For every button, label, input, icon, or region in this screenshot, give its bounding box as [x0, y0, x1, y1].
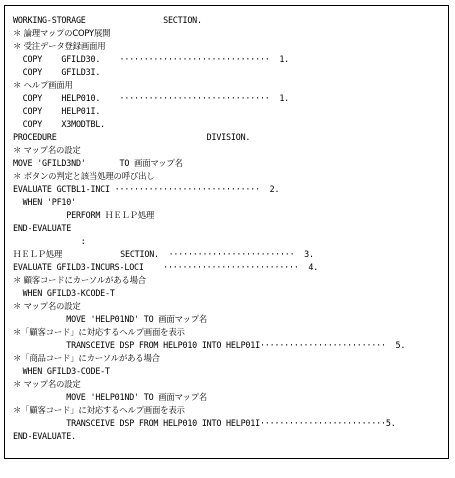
- code-line: ＊ ボタンの判定と該当処理の呼び出し: [13, 171, 155, 181]
- code-line: END-EVALUATE: [13, 223, 72, 233]
- code-line: ＊「商品コード」にカーソルがある場合: [13, 353, 160, 363]
- code-line: PROCEDURE DIVISION.: [13, 132, 251, 142]
- code-line: TRANSCEIVE DSP FROM HELP010 INTO HELP01I·························· 5.: [13, 340, 406, 350]
- code-line: ＊ 顧客コードにカーソルがある場合: [13, 275, 146, 285]
- code-line: EVALUATE GCTBL1-INCI ······························ 2.: [13, 184, 280, 194]
- code-line: WORKING-STORAGE SECTION.: [13, 15, 202, 25]
- code-line: COPY HELP01I.: [13, 106, 101, 116]
- code-line: WHEN GFILD3-KCODE-T: [13, 288, 115, 298]
- code-line: ＊「顧客コード」に対応するヘルプ画面を表示: [13, 405, 185, 415]
- code-line: :: [13, 236, 86, 246]
- code-line: PERFORM ＨＥＬＰ処理: [13, 210, 155, 220]
- code-line: WHEN GFILD3-CODE-T: [13, 366, 110, 376]
- code-listing-frame: [4, 5, 449, 459]
- code-line: ＊ ヘルプ画面用: [13, 80, 73, 90]
- code-line: ＊ 受注データ登録画面用: [13, 41, 106, 51]
- code-line: COPY GFILD30. ······························· 1.: [13, 54, 290, 64]
- code-line: ＨＥＬＰ処理 SECTION. ·························· 3.: [13, 249, 314, 259]
- code-line: EVALUATE GFILD3-INCURS-LOCI ···························· 4.: [13, 262, 319, 272]
- code-line: WHEN 'PF10': [13, 197, 76, 207]
- code-line: MOVE 'HELP01ND' TO 画面マップ名: [13, 392, 207, 402]
- code-line: MOVE 'GFILD3ND' TO 画面マップ名: [13, 158, 183, 168]
- code-line: ＊ マップ名の設定: [13, 145, 81, 155]
- code-line: COPY HELP010. ······························· 1.: [13, 93, 290, 103]
- code-line: ＊「顧客コード」に対応するヘルプ画面を表示: [13, 327, 185, 337]
- code-line: TRANSCEIVE DSP FROM HELP010 INTO HELP01I··························5.: [13, 418, 396, 428]
- code-line: END-EVALUATE.: [13, 431, 76, 441]
- code-line: MOVE 'HELP01ND' TO 画面マップ名: [13, 314, 207, 324]
- code-line: ＊ 論理マップのCOPY展開: [13, 28, 111, 38]
- code-line: ＊ マップ名の設定: [13, 379, 81, 389]
- code-line: COPY X3MODTBL.: [13, 119, 106, 129]
- code-line: ＊ マップ名の設定: [13, 301, 81, 311]
- code-line: COPY GFILD3I.: [13, 67, 101, 77]
